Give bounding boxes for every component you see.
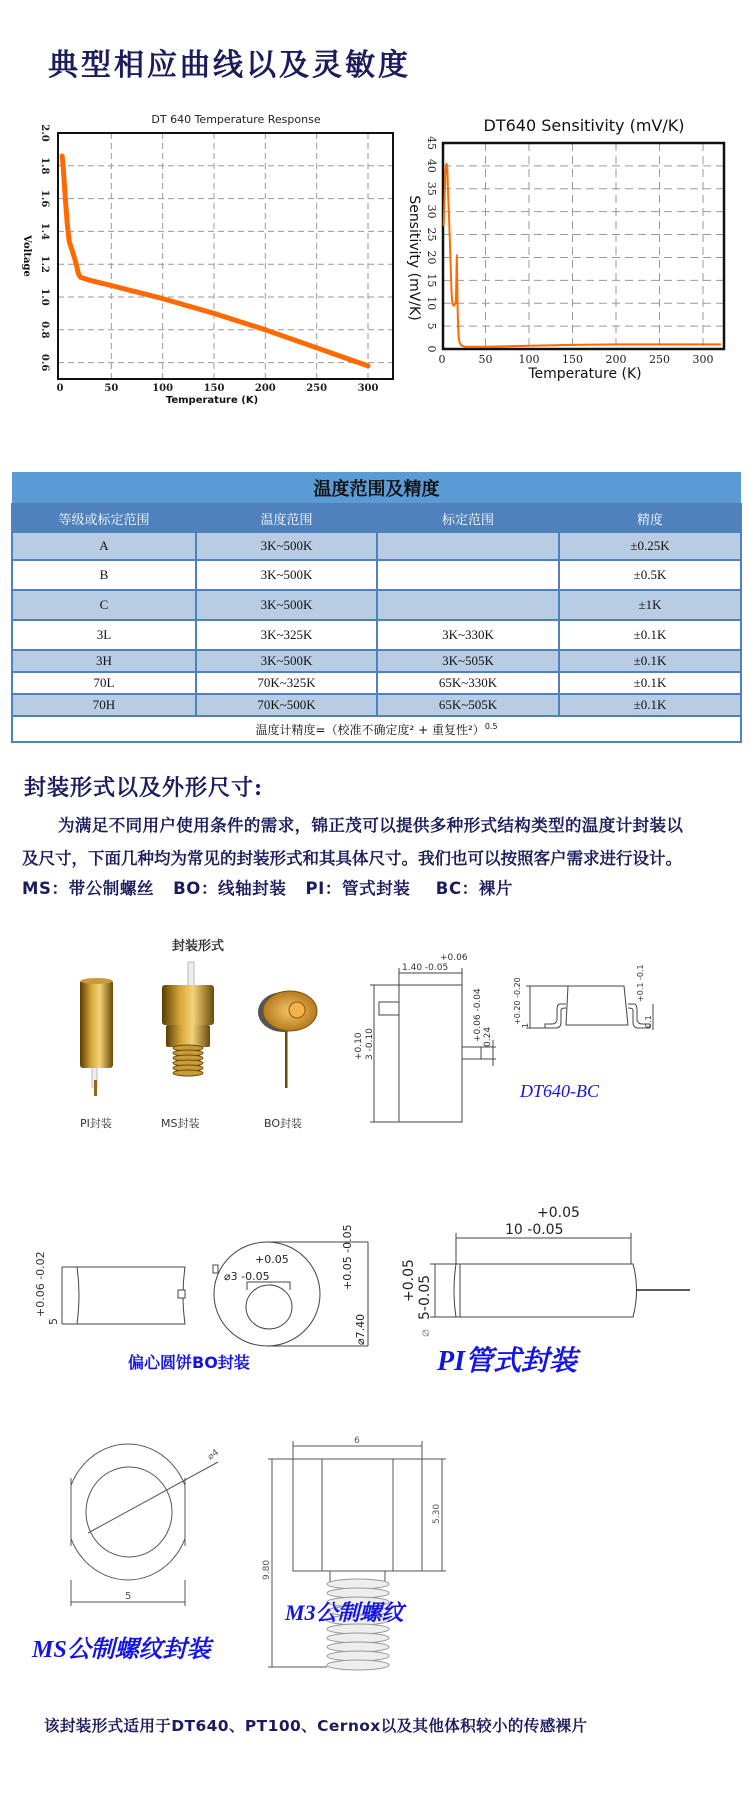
bc-die-drawing xyxy=(370,968,653,1122)
x-tick-label: 250 xyxy=(306,383,328,394)
thread-ridge xyxy=(327,1660,389,1670)
table-cell xyxy=(377,560,559,590)
photo-label-pi: PI封装 xyxy=(80,1117,112,1130)
ms-head-height: 5.30 xyxy=(432,1503,442,1524)
photo-label-bo: BO封装 xyxy=(264,1117,303,1130)
ms-total-height: 9.80 xyxy=(262,1559,272,1580)
y-tick-label: 5 xyxy=(425,322,438,330)
bc-width-tolerance: +0.06 xyxy=(440,953,468,963)
table-cell: 3K~500K xyxy=(196,532,377,560)
x-tick-label: 200 xyxy=(254,383,276,394)
pi-length-dimension: 10 -0.05 xyxy=(505,1222,564,1238)
table-row xyxy=(12,650,741,672)
x-tick-label: 0 xyxy=(438,353,446,366)
table-row xyxy=(12,532,741,560)
x-tick-label: 100 xyxy=(518,353,540,366)
accuracy-table xyxy=(11,472,742,743)
y-tick-label: 40 xyxy=(425,158,438,173)
table-cell: 3L xyxy=(12,620,196,650)
bc-lead-dimension: 0.24 xyxy=(483,1026,493,1047)
ms-package-photo xyxy=(162,962,214,1076)
bc-side-right-tolerance: +0.1 -0.1 xyxy=(636,964,645,1002)
y-tick-label: 30 xyxy=(425,204,438,219)
table-cell: 3K~505K xyxy=(377,650,559,672)
bc-side-left-dimension: 1 xyxy=(521,1022,530,1028)
bc-side-left-tolerance: +0.20 -0.20 xyxy=(513,977,522,1025)
ms-screw-drawing xyxy=(66,1441,446,1667)
y-tick-label: 1.4 xyxy=(39,222,50,241)
y-tick-label: 1.0 xyxy=(39,288,50,306)
ms-caption: MS公制螺纹封装 xyxy=(32,1637,211,1663)
table-cell: 3H xyxy=(12,650,196,672)
footnote-exponent: 0.5 xyxy=(484,721,498,731)
bo-package-photo xyxy=(258,991,317,1088)
bc-height-tolerance: +0.10 xyxy=(354,1032,364,1060)
bc-height-dimension: 3 -0.10 xyxy=(365,1028,375,1060)
chart-title: DT640 Sensitivity (mV/K) xyxy=(483,116,685,135)
column-header: 标定范围 xyxy=(377,504,559,532)
bo-caption: 偏心圆饼BO封装 xyxy=(128,1353,250,1372)
bo-inner-tolerance: +0.05 xyxy=(255,1253,289,1266)
table-cell: 3K~325K xyxy=(196,620,377,650)
x-tick-label: 300 xyxy=(357,383,379,394)
y-tick-label: 20 xyxy=(425,250,438,265)
y-tick-label: 0 xyxy=(425,345,438,353)
pi-diameter-symbol: ⌀ xyxy=(418,1329,433,1337)
intro-paragraph-line-2: 及尺寸，下面几种均为常见的封装形式和其具体尺寸。我们也可以按照客户需求进行设计。 xyxy=(22,849,682,868)
pi-diameter-dimension: 5-0.05 xyxy=(417,1274,433,1320)
bo-spool-drawing xyxy=(62,1242,368,1346)
intro-paragraph-line-1: 为满足不同用户使用条件的需求，锦正茂可以提供多种形式结构类型的温度计封装以 xyxy=(58,816,684,835)
x-tick-label: 200 xyxy=(605,353,627,366)
y-tick-label: 1.6 xyxy=(39,189,50,208)
thread-ridge xyxy=(173,1070,203,1076)
y-tick-label: 0.8 xyxy=(39,321,50,339)
x-tick-label: 150 xyxy=(203,383,225,394)
table-cell: 70K~325K xyxy=(196,672,377,694)
bo-outer-dimension: ⌀7.40 xyxy=(354,1313,367,1345)
photos-title: 封装形式 xyxy=(171,939,225,954)
x-tick-label: 100 xyxy=(152,383,174,394)
package-abbreviations: MS：带公制螺丝 BO：线轴封装 PI：管式封装 BC：裸片 xyxy=(22,879,513,898)
table-cell: 3K~500K xyxy=(196,650,377,672)
x-tick-label: 50 xyxy=(478,353,493,366)
pi-diameter-tolerance: +0.05 xyxy=(401,1259,417,1302)
table-header-row xyxy=(12,504,741,532)
ms-thread-caption: M3公制螺纹 xyxy=(285,1600,404,1625)
table-row xyxy=(12,590,741,620)
table-row xyxy=(12,672,741,694)
pi-caption: PI管式封装 xyxy=(437,1346,578,1377)
x-axis-label: Temperature (K) xyxy=(165,395,259,406)
x-tick-label: 300 xyxy=(692,353,714,366)
pi-length-tolerance: +0.05 xyxy=(537,1205,580,1221)
y-tick-label: 25 xyxy=(425,227,438,242)
x-tick-label: 0 xyxy=(56,383,64,394)
table-row xyxy=(12,560,741,590)
y-tick-label: 0.6 xyxy=(39,353,50,372)
column-header: 温度范围 xyxy=(196,504,377,532)
x-tick-label: 250 xyxy=(649,353,670,366)
y-tick-label: 35 xyxy=(425,181,438,196)
table-row xyxy=(12,620,741,650)
y-axis-label: Sensitivity (mV/K) xyxy=(406,195,422,321)
table-cell: 65K~330K xyxy=(377,672,559,694)
table-cell: ±0.1K xyxy=(559,694,741,716)
table-cell: ±0.5K xyxy=(559,560,741,590)
series-line xyxy=(62,156,368,366)
bc-side-right-dimension: 0.1 xyxy=(644,1015,653,1028)
bo-outer-tolerance: +0.05 -0.05 xyxy=(341,1224,354,1290)
table-cell: ±1K xyxy=(559,590,741,620)
table-cell: 65K~505K xyxy=(377,694,559,716)
table-cell: 70L xyxy=(12,672,196,694)
photo-label-ms: MS封装 xyxy=(161,1117,200,1130)
bottom-note: 该封装形式适用于DT640、PT100、Cernox以及其他体积较小的传感裸片 xyxy=(44,1717,588,1735)
sensitivity-chart xyxy=(406,116,724,382)
y-tick-label: 10 xyxy=(425,296,438,311)
column-header: 精度 xyxy=(559,504,741,532)
table-cell: ±0.1K xyxy=(559,650,741,672)
bo-side-dimension: 5 xyxy=(47,1318,60,1325)
x-tick-label: 50 xyxy=(104,383,119,394)
table-cell: ±0.1K xyxy=(559,620,741,650)
ms-hole-dimension: ⌀4 xyxy=(205,1447,221,1463)
table-cell: B xyxy=(12,560,196,590)
package-drawings xyxy=(0,900,750,1700)
table-cell xyxy=(377,532,559,560)
y-tick-label: 15 xyxy=(425,273,438,288)
table-row xyxy=(12,694,741,716)
table-cell: 70H xyxy=(12,694,196,716)
package-section-heading: 封装形式以及外形尺寸: xyxy=(24,775,264,801)
pi-tube-drawing xyxy=(430,1233,690,1317)
bo-side-tolerance: +0.06 -0.02 xyxy=(34,1251,47,1317)
table-cell: A xyxy=(12,532,196,560)
ms-width-dimension: 5 xyxy=(124,1591,132,1602)
page-title: 典型相应曲线以及灵敏度 xyxy=(48,48,411,83)
table-cell: 3K~500K xyxy=(196,590,377,620)
table-title: 温度范围及精度 xyxy=(12,472,741,504)
table-cell: 3K~330K xyxy=(377,620,559,650)
table-cell: ±0.25K xyxy=(559,532,741,560)
table-cell: ±0.1K xyxy=(559,672,741,694)
bc-width-dimension: 1.40 -0.05 xyxy=(402,963,449,973)
charts-area xyxy=(0,0,750,420)
table-footnote xyxy=(12,716,741,742)
temperature-response-chart xyxy=(21,113,393,406)
y-tick-label: 1.8 xyxy=(39,157,50,175)
table-cell xyxy=(377,590,559,620)
table-cell: 3K~500K xyxy=(196,560,377,590)
footnote-formula: 温度计精度=（校准不确定度² + 重复性²） xyxy=(255,722,485,737)
x-axis-label: Temperature (K) xyxy=(528,366,642,382)
y-axis-label: Voltage xyxy=(21,235,32,277)
x-tick-label: 150 xyxy=(562,353,583,366)
ms-side-width: 6 xyxy=(354,1436,360,1446)
table-cell: C xyxy=(12,590,196,620)
pi-package-photo xyxy=(80,978,113,1096)
y-tick-label: 45 xyxy=(425,136,438,150)
table-cell: 70K~500K xyxy=(196,694,377,716)
y-tick-label: 2.0 xyxy=(39,124,50,142)
chart-title: DT 640 Temperature Response xyxy=(151,113,321,126)
plot-frame xyxy=(58,133,393,379)
bc-lead-tolerance: +0.06 -0.04 xyxy=(473,988,483,1042)
bc-caption: DT640-BC xyxy=(520,1081,600,1101)
y-tick-label: 1.2 xyxy=(39,255,50,273)
column-header: 等级或标定范围 xyxy=(12,504,196,532)
bo-inner-dimension: ⌀3 -0.05 xyxy=(224,1270,270,1283)
